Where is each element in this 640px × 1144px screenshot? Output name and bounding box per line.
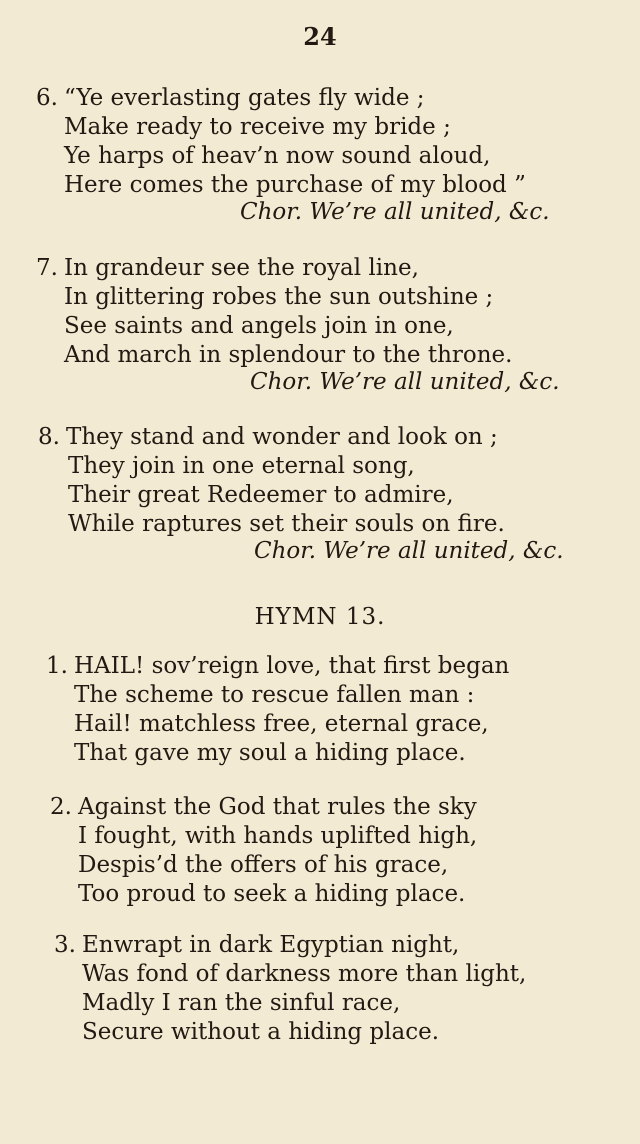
- verse-number: 3.: [54, 932, 76, 958]
- verse-number: 8.: [38, 424, 60, 450]
- verse-line: They join in one eternal song,: [68, 453, 415, 479]
- verse-text: In grandeur see the royal line,: [64, 255, 419, 281]
- chorus-line: Chor. We’re all united, &c.: [250, 369, 560, 395]
- verse-line: Despis’d the offers of his grace,: [78, 852, 449, 878]
- verse-number: 1.: [46, 653, 68, 679]
- verse-line: [50, 793, 477, 821]
- verse-line: Make ready to receive my bride ;: [64, 114, 451, 140]
- verse-line: Secure without a hiding place.: [82, 1019, 440, 1045]
- verse-text: Enwrapt in dark Egyptian night,: [82, 932, 460, 958]
- verse-line: [36, 84, 425, 112]
- verse-line: I fought, with hands uplifted high,: [78, 823, 478, 849]
- verse-line: Ye harps of heav’n now sound aloud,: [64, 143, 491, 169]
- chorus-line: Chor. We’re all united, &c.: [254, 538, 564, 564]
- verse-line: While raptures set their souls on fire.: [68, 511, 505, 537]
- verse-line: Here comes the purchase of my blood ”: [64, 172, 526, 198]
- verse-line: Their great Redeemer to admire,: [68, 482, 454, 508]
- verse-line: Was fond of darkness more than light,: [82, 961, 527, 987]
- verse-number: 6.: [36, 85, 58, 111]
- verse-text: HAIL! sov’reign love, that first began: [74, 653, 510, 679]
- verse-line: See saints and angels join in one,: [64, 313, 454, 339]
- page-number: 24: [303, 22, 337, 51]
- verse-line: The scheme to rescue fallen man :: [74, 682, 475, 708]
- verse-line: Too proud to seek a hiding place.: [78, 881, 466, 907]
- verse-line: And march in splendour to the throne.: [64, 342, 513, 368]
- verse-line: [36, 254, 419, 282]
- verse-number: 2.: [50, 794, 72, 820]
- verse-line: [38, 423, 498, 451]
- verse-line: That gave my soul a hiding place.: [74, 740, 466, 766]
- verse-line: [54, 931, 459, 959]
- verse-line: [46, 652, 509, 680]
- verse-line: Hail! matchless free, eternal grace,: [74, 711, 489, 737]
- chorus-line: Chor. We’re all united, &c.: [240, 199, 550, 225]
- verse-text: Against the God that rules the sky: [78, 794, 477, 820]
- hymn-title: HYMN 13.: [254, 604, 386, 630]
- verse-number: 7.: [36, 255, 58, 281]
- verse-line: In glittering robes the sun outshine ;: [64, 284, 494, 310]
- verse-line: Madly I ran the sinful race,: [82, 990, 401, 1016]
- verse-text: “Ye everlasting gates fly wide ;: [64, 85, 425, 111]
- verse-text: They stand and wonder and look on ;: [66, 424, 498, 450]
